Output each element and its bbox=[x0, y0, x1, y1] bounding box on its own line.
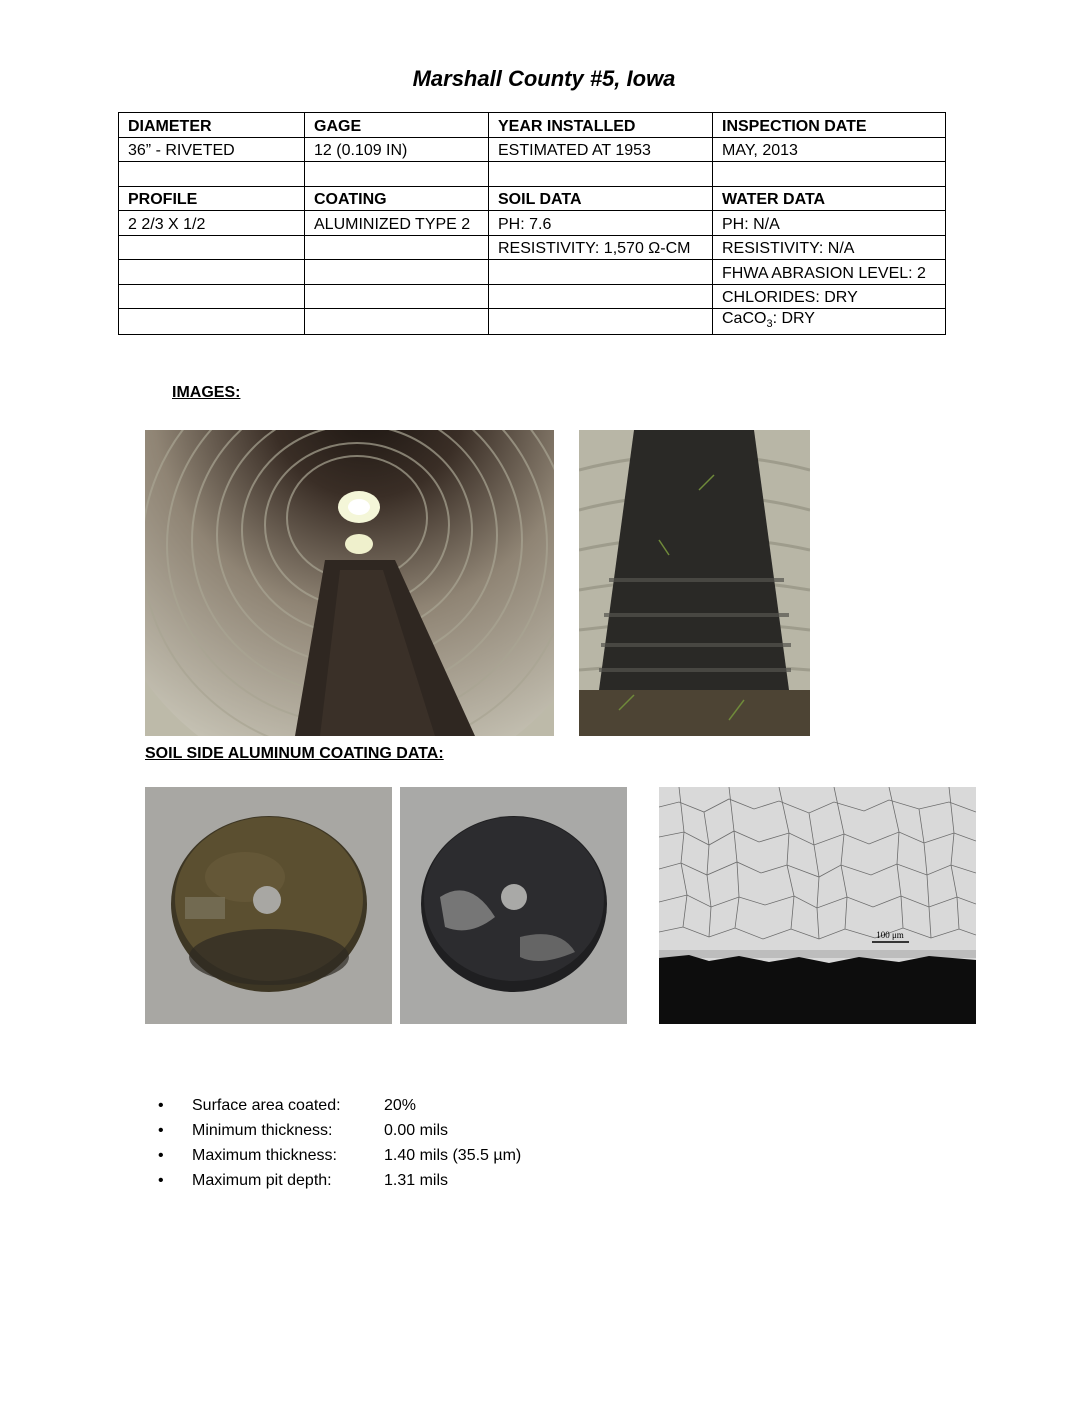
table-cell bbox=[305, 309, 489, 335]
stat-label: Maximum pit depth: bbox=[192, 1172, 332, 1189]
table-row bbox=[119, 211, 946, 236]
table-cell: FHWA ABRASION LEVEL: 2 bbox=[713, 260, 946, 285]
micrograph-scale-label: 100 μm bbox=[876, 930, 904, 940]
culvert-interior-photo bbox=[145, 430, 554, 736]
stat-value: 1.31 mils bbox=[384, 1172, 449, 1189]
culvert-soil-photo bbox=[579, 430, 810, 736]
table-row bbox=[119, 260, 946, 285]
table-cell: CHLORIDES: DRY bbox=[713, 284, 946, 309]
stat-label: Maximum thickness: bbox=[192, 1147, 337, 1164]
header-water-data: WATER DATA bbox=[713, 186, 946, 211]
bullet: • bbox=[158, 1122, 164, 1139]
table-row bbox=[119, 186, 946, 211]
table-cell: ESTIMATED AT 1953 bbox=[489, 137, 713, 162]
table-cell bbox=[305, 284, 489, 309]
bullet: • bbox=[158, 1097, 164, 1114]
table-cell: ALUMINIZED TYPE 2 bbox=[305, 211, 489, 236]
table-cell bbox=[119, 309, 305, 335]
micrograph-cross-section bbox=[659, 787, 976, 1024]
header-year-installed: YEAR INSTALLED bbox=[489, 113, 713, 138]
stat-label: Minimum thickness: bbox=[192, 1122, 333, 1139]
table-row bbox=[119, 137, 946, 162]
table-cell: RESISTIVITY: N/A bbox=[713, 235, 946, 260]
table-cell: RESISTIVITY: 1,570 Ω-CM bbox=[489, 235, 713, 260]
images-heading: IMAGES: bbox=[172, 384, 241, 401]
stat-value: 1.40 mils (35.5 µm) bbox=[384, 1147, 522, 1164]
stat-value: 20% bbox=[384, 1097, 417, 1114]
table-cell bbox=[119, 284, 305, 309]
table-cell bbox=[489, 162, 713, 187]
header-soil-data: SOIL DATA bbox=[489, 186, 713, 211]
table-row bbox=[119, 162, 946, 187]
table-row bbox=[119, 113, 946, 138]
table-cell: 2 2/3 X 1/2 bbox=[119, 211, 305, 236]
header-diameter: DIAMETER bbox=[119, 113, 305, 138]
table-cell: 12 (0.109 IN) bbox=[305, 137, 489, 162]
table-cell bbox=[713, 162, 946, 187]
caco3-subscript: 3 bbox=[766, 318, 773, 331]
table-cell: 36” - RIVETED bbox=[119, 137, 305, 162]
coupon-photo-front bbox=[145, 787, 392, 1024]
stat-label: Surface area coated: bbox=[192, 1097, 341, 1114]
caco3-prefix: CaCO bbox=[722, 310, 767, 327]
table-cell bbox=[119, 235, 305, 260]
page-title: Marshall County #5, Iowa bbox=[412, 66, 676, 91]
table-cell: MAY, 2013 bbox=[713, 137, 946, 162]
table-cell: PH: 7.6 bbox=[489, 211, 713, 236]
table-cell bbox=[305, 162, 489, 187]
table-cell: PH: N/A bbox=[713, 211, 946, 236]
table-cell bbox=[305, 260, 489, 285]
table-cell bbox=[489, 260, 713, 285]
table-cell bbox=[489, 284, 713, 309]
header-inspection-date: INSPECTION DATE bbox=[713, 113, 946, 138]
table-row bbox=[119, 284, 946, 309]
header-coating: COATING bbox=[305, 186, 489, 211]
table-cell bbox=[305, 235, 489, 260]
caco3-suffix: : DRY bbox=[772, 310, 815, 327]
table-row bbox=[119, 309, 946, 335]
coupon-photo-back bbox=[400, 787, 627, 1024]
table-cell bbox=[119, 162, 305, 187]
coating-heading: SOIL SIDE ALUMINUM COATING DATA: bbox=[145, 745, 444, 762]
culvert-data-table bbox=[118, 112, 946, 335]
table-cell-caco3 bbox=[713, 309, 946, 335]
table-cell bbox=[119, 260, 305, 285]
table-row bbox=[119, 235, 946, 260]
stat-value: 0.00 mils bbox=[384, 1122, 449, 1139]
bullet: • bbox=[158, 1172, 164, 1189]
header-profile: PROFILE bbox=[119, 186, 305, 211]
header-gage: GAGE bbox=[305, 113, 489, 138]
bullet: • bbox=[158, 1147, 164, 1164]
table-cell bbox=[489, 309, 713, 335]
